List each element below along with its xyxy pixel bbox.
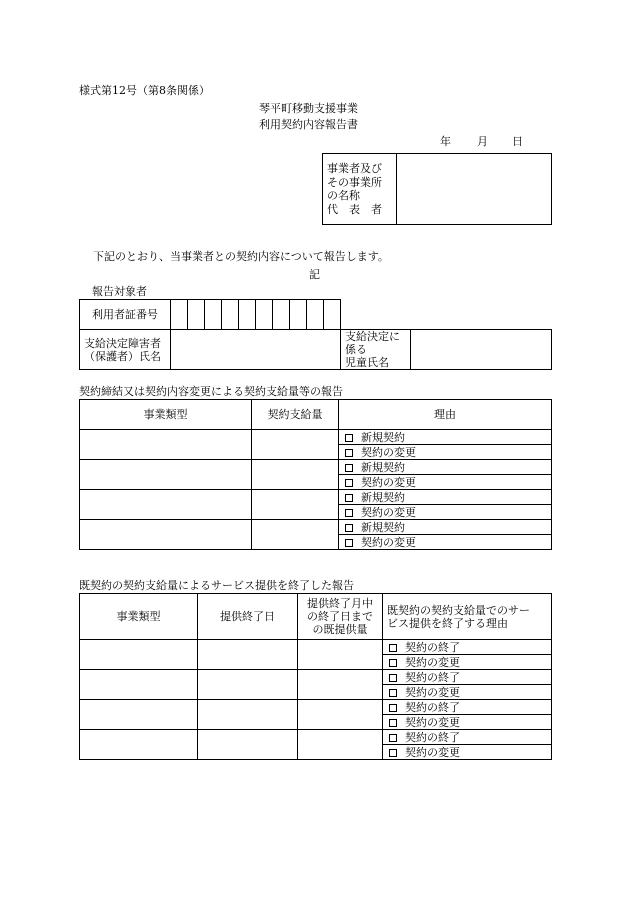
user-id-digit[interactable] xyxy=(290,300,307,330)
s2-type-cell[interactable] xyxy=(80,730,198,760)
user-id-digit[interactable] xyxy=(273,300,290,330)
provider-table xyxy=(322,153,552,225)
s1-option-new[interactable]: 新規契約 xyxy=(339,460,552,475)
s2-end-date-cell[interactable] xyxy=(198,670,298,700)
guardian-label: 支給決定障害者 （保護者）氏名 xyxy=(80,330,171,370)
checkbox-icon[interactable] xyxy=(345,449,353,457)
title-line-1: 琴平町移動支援事業 xyxy=(259,102,358,115)
s2-option-change[interactable]: 契約の変更 xyxy=(383,745,552,760)
s1-header-amount: 契約支給量 xyxy=(252,400,339,430)
checkbox-icon[interactable] xyxy=(345,464,353,472)
s2-option-change[interactable]: 契約の変更 xyxy=(383,685,552,700)
s1-amount-cell[interactable] xyxy=(252,430,339,460)
s2-provided-cell[interactable] xyxy=(298,730,383,760)
s2-type-cell[interactable] xyxy=(80,640,198,670)
s2-end-date-cell[interactable] xyxy=(198,700,298,730)
checkbox-icon[interactable] xyxy=(345,539,353,547)
blank-area xyxy=(341,300,552,330)
user-id-digit[interactable] xyxy=(307,300,324,330)
s2-end-date-cell[interactable] xyxy=(198,640,298,670)
s2-header-type: 事業類型 xyxy=(80,594,198,640)
title-line-2: 利用契約内容報告書 xyxy=(259,118,358,131)
s2-option-end[interactable]: 契約の終了 xyxy=(383,730,552,745)
user-id-digit[interactable] xyxy=(188,300,205,330)
s2-header-reason: 既契約の契約支給量でのサー ビス提供を終了する理由 xyxy=(383,594,552,640)
date-year: 年 xyxy=(440,135,451,148)
user-id-digit[interactable] xyxy=(222,300,239,330)
s1-option-change[interactable]: 契約の変更 xyxy=(339,505,552,520)
s1-option-new[interactable]: 新規契約 xyxy=(339,430,552,445)
user-id-digit[interactable] xyxy=(171,300,188,330)
s2-provided-cell[interactable] xyxy=(298,670,383,700)
s2-type-cell[interactable] xyxy=(80,700,198,730)
s1-option-change[interactable]: 契約の変更 xyxy=(339,445,552,460)
s1-header-reason: 理由 xyxy=(339,400,552,430)
date-month: 月 xyxy=(477,135,488,148)
s2-option-end[interactable]: 契約の終了 xyxy=(383,670,552,685)
user-id-digit[interactable] xyxy=(205,300,222,330)
checkbox-icon[interactable] xyxy=(345,509,353,517)
provider-value[interactable] xyxy=(397,154,552,225)
s2-option-change[interactable]: 契約の変更 xyxy=(383,715,552,730)
s1-type-cell[interactable] xyxy=(80,490,252,520)
s1-type-cell[interactable] xyxy=(80,520,252,550)
guardian-name-field[interactable] xyxy=(171,330,341,370)
s2-provided-cell[interactable] xyxy=(298,700,383,730)
date-day: 日 xyxy=(512,135,523,148)
target-table xyxy=(79,299,552,370)
checkbox-icon[interactable] xyxy=(345,434,353,442)
s2-option-end[interactable]: 契約の終了 xyxy=(383,640,552,655)
s1-amount-cell[interactable] xyxy=(252,520,339,550)
section2-table xyxy=(79,593,552,760)
ki-mark: 記 xyxy=(309,268,320,281)
s1-option-change[interactable]: 契約の変更 xyxy=(339,475,552,490)
s2-header-end-date: 提供終了日 xyxy=(198,594,298,640)
child-name-field[interactable] xyxy=(411,330,552,370)
checkbox-icon[interactable] xyxy=(389,749,397,757)
s1-option-change[interactable]: 契約の変更 xyxy=(339,535,552,550)
checkbox-icon[interactable] xyxy=(389,704,397,712)
s1-option-new[interactable]: 新規契約 xyxy=(339,490,552,505)
s1-type-cell[interactable] xyxy=(80,430,252,460)
checkbox-icon[interactable] xyxy=(389,734,397,742)
section1-title: 契約締結又は契約内容変更による契約支給量等の報告 xyxy=(79,385,343,398)
s2-type-cell[interactable] xyxy=(80,670,198,700)
intro-text: 下記のとおり、当事業者との契約内容について報告します。 xyxy=(93,250,389,263)
form-number: 様式第12号（第8条関係） xyxy=(79,84,210,97)
s2-end-date-cell[interactable] xyxy=(198,730,298,760)
checkbox-icon[interactable] xyxy=(389,719,397,727)
s2-option-change[interactable]: 契約の変更 xyxy=(383,655,552,670)
s1-option-new[interactable]: 新規契約 xyxy=(339,520,552,535)
user-id-digit[interactable] xyxy=(239,300,256,330)
user-id-digit[interactable] xyxy=(324,300,341,330)
user-id-digit[interactable] xyxy=(256,300,273,330)
s2-option-end[interactable]: 契約の終了 xyxy=(383,700,552,715)
child-label: 支給決定に係る 児童氏名 xyxy=(341,330,411,370)
section1-table xyxy=(79,399,552,550)
provider-label: 事業者及び その事業所 の名称 代 表 者 xyxy=(323,154,397,225)
checkbox-icon[interactable] xyxy=(389,689,397,697)
section2-title: 既契約の契約支給量によるサービス提供を終了した報告 xyxy=(79,579,354,592)
s1-amount-cell[interactable] xyxy=(252,490,339,520)
checkbox-icon[interactable] xyxy=(345,494,353,502)
checkbox-icon[interactable] xyxy=(345,524,353,532)
s1-amount-cell[interactable] xyxy=(252,460,339,490)
s1-header-type: 事業類型 xyxy=(80,400,252,430)
s1-type-cell[interactable] xyxy=(80,460,252,490)
checkbox-icon[interactable] xyxy=(389,674,397,682)
checkbox-icon[interactable] xyxy=(389,644,397,652)
s2-provided-cell[interactable] xyxy=(298,640,383,670)
report-target-label: 報告対象者 xyxy=(92,285,147,298)
checkbox-icon[interactable] xyxy=(389,659,397,667)
s2-header-provided: 提供終了月中 の終了日まで の既提供量 xyxy=(298,594,383,640)
checkbox-icon[interactable] xyxy=(345,479,353,487)
user-id-label: 利用者証番号 xyxy=(80,300,171,330)
